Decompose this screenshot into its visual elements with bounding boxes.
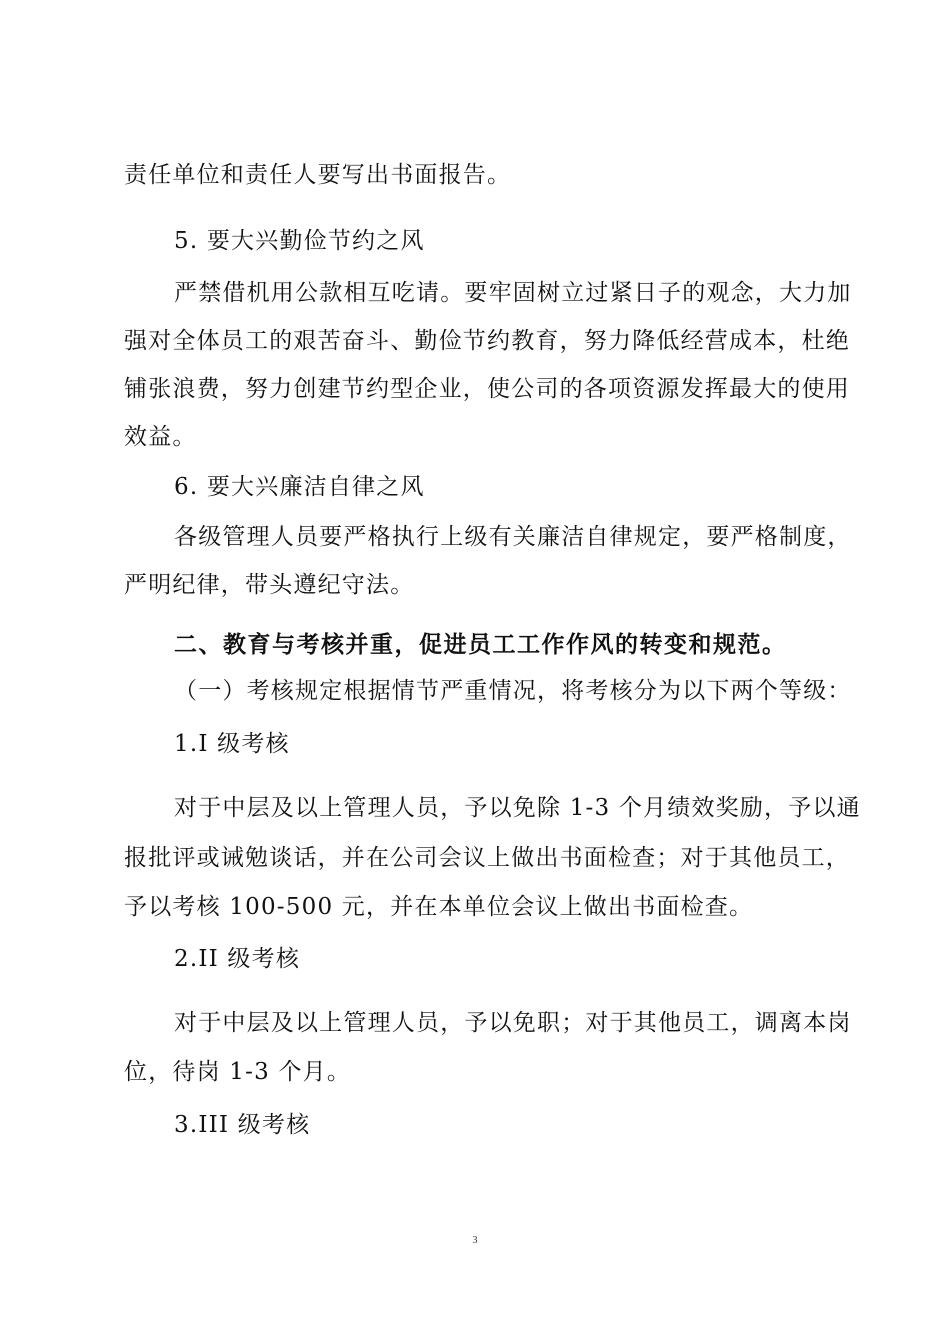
- paragraph-line: 严明纪律，带头遵纪守法。: [124, 572, 415, 598]
- section-heading-5: 5. 要大兴勤俭节约之风: [174, 228, 425, 254]
- section-heading-6: 6. 要大兴廉洁自律之风: [174, 474, 425, 500]
- paragraph-line: 报批评或诫勉谈话，并在公司会议上做出书面检查；对于其他员工，: [124, 845, 850, 871]
- level-heading-1: 1.I 级考核: [174, 731, 290, 757]
- paragraph-line: 位，待岗 1-3 个月。: [124, 1059, 352, 1085]
- paragraph-line: 对于中层及以上管理人员，予以免除 1-3 个月绩效奖励，予以通: [174, 795, 861, 821]
- paragraph-line: 责任单位和责任人要写出书面报告。: [124, 162, 512, 188]
- paragraph-line: 严禁借机用公款相互吃请。要牢固树立过紧日子的观念，大力加: [174, 280, 852, 306]
- paragraph-line: 各级管理人员要严格执行上级有关廉洁自律规定，要严格制度，: [174, 524, 852, 550]
- level-heading-3: 3.III 级考核: [174, 1112, 311, 1138]
- major-section-heading: 二、教育与考核并重，促进员工工作作风的转变和规范。: [174, 631, 787, 658]
- paragraph-line: 强对全体员工的艰苦奋斗、勤俭节约教育，努力降低经营成本，杜绝: [124, 328, 850, 354]
- subsection-heading: （一）考核规定根据情节严重情况，将考核分为以下两个等级：: [174, 678, 852, 704]
- level-heading-2: 2.II 级考核: [174, 946, 301, 972]
- paragraph-line: 予以考核 100-500 元，并在本单位会议上做出书面检查。: [124, 894, 754, 920]
- paragraph-line: 效益。: [124, 424, 197, 450]
- paragraph-line: 对于中层及以上管理人员，予以免职；对于其他员工，调离本岗: [174, 1010, 852, 1036]
- paragraph-line: 铺张浪费，努力创建节约型企业，使公司的各项资源发挥最大的使用: [124, 376, 850, 402]
- page-number: 3: [472, 1235, 478, 1246]
